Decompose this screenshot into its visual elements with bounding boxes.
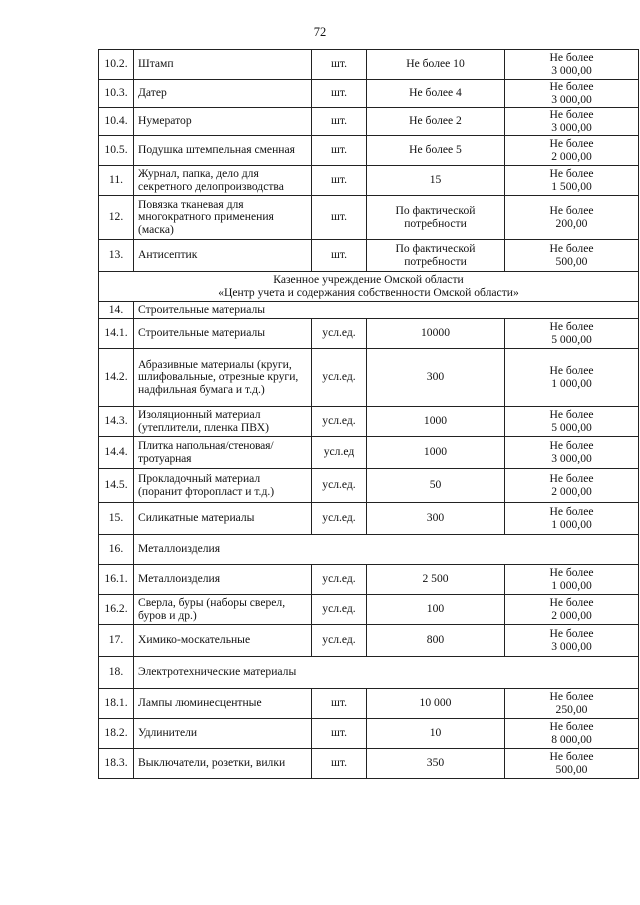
item-name: Прокладочный материал (поранит фторопласт и т.д.) (134, 469, 312, 503)
price-limit-label: Не более (549, 627, 594, 640)
item-quantity: 15 (367, 166, 505, 196)
price-value: 1 000,00 (551, 376, 592, 390)
row-number: 14.5. (99, 469, 134, 503)
item-name: Повязка тканевая для многократного применения (маска) (134, 196, 312, 240)
price-value: 500,00 (555, 762, 588, 776)
table-row (99, 719, 639, 749)
section-row (99, 302, 639, 319)
item-quantity: Не более 4 (367, 80, 505, 108)
item-unit: шт. (312, 166, 367, 196)
table-row (99, 196, 639, 240)
item-quantity: 800 (367, 625, 505, 657)
item-unit: усл.ед. (312, 503, 367, 535)
item-price (505, 719, 639, 749)
item-unit: шт. (312, 50, 367, 80)
item-unit: шт. (312, 196, 367, 240)
item-name: Штамп (134, 50, 312, 80)
item-name: Плитка напольная/стеновая/тротуарная (134, 437, 312, 469)
item-price (505, 108, 639, 136)
price-limit-label: Не более (549, 108, 594, 121)
price-limit-label: Не более (549, 408, 594, 421)
item-price (505, 469, 639, 503)
item-price (505, 196, 639, 240)
item-unit: усл.ед. (312, 349, 367, 407)
price-limit-label: Не более (549, 80, 594, 93)
item-unit: усл.ед. (312, 595, 367, 625)
price-limit-label: Не более (549, 167, 594, 180)
price-limit-label: Не более (549, 364, 594, 377)
item-name: Выключатели, розетки, вилки (134, 749, 312, 779)
row-number: 11. (99, 166, 134, 196)
item-price (505, 80, 639, 108)
item-quantity: 10 (367, 719, 505, 749)
row-number: 14.1. (99, 319, 134, 349)
item-unit: усл.ед. (312, 469, 367, 503)
price-limit-label: Не более (549, 242, 594, 255)
price-limit-label: Не более (549, 596, 594, 609)
item-unit: усл.ед (312, 437, 367, 469)
item-price (505, 689, 639, 719)
item-quantity: По фактической потребности (367, 240, 505, 272)
item-name: Строительные материалы (134, 319, 312, 349)
item-unit: усл.ед. (312, 407, 367, 437)
price-limit-label: Не более (549, 720, 594, 733)
item-quantity: 50 (367, 469, 505, 503)
price-value: 1 000,00 (551, 517, 592, 531)
item-unit: усл.ед. (312, 565, 367, 595)
row-number: 18.2. (99, 719, 134, 749)
section-row (99, 657, 639, 689)
item-price (505, 437, 639, 469)
table-row (99, 407, 639, 437)
item-name: Металлоизделия (134, 565, 312, 595)
section-title: Металлоизделия (134, 535, 639, 565)
row-number: 10.3. (99, 80, 134, 108)
price-limit-label: Не более (549, 320, 594, 333)
item-unit: шт. (312, 108, 367, 136)
item-price (505, 565, 639, 595)
row-number: 16.2. (99, 595, 134, 625)
section-title: Электротехнические материалы (134, 657, 639, 689)
row-number: 13. (99, 240, 134, 272)
price-value: 250,00 (555, 702, 588, 716)
item-name: Химико-москательные (134, 625, 312, 657)
row-number: 10.2. (99, 50, 134, 80)
price-value: 3 000,00 (551, 63, 592, 77)
table-row (99, 166, 639, 196)
item-name: Подушка штемпельная сменная (134, 136, 312, 166)
item-quantity: 300 (367, 503, 505, 535)
table-row (99, 469, 639, 503)
item-name: Датер (134, 80, 312, 108)
item-name: Нумератор (134, 108, 312, 136)
table-row (99, 565, 639, 595)
item-quantity: 2 500 (367, 565, 505, 595)
price-value: 2 000,00 (551, 608, 592, 622)
price-limit-label: Не более (549, 472, 594, 485)
row-number: 15. (99, 503, 134, 535)
table-row (99, 80, 639, 108)
item-unit: усл.ед. (312, 319, 367, 349)
row-number: 10.4. (99, 108, 134, 136)
price-value: 2 000,00 (551, 484, 592, 498)
table-row (99, 136, 639, 166)
row-number: 16.1. (99, 565, 134, 595)
item-name: Изоляционный материал (утеплители, пленка ПВХ) (134, 407, 312, 437)
item-quantity: 1000 (367, 437, 505, 469)
row-number: 18. (99, 657, 134, 689)
row-number: 16. (99, 535, 134, 565)
price-value: 200,00 (555, 216, 588, 230)
organization-header (99, 272, 639, 302)
price-value: 8 000,00 (551, 732, 592, 746)
row-number: 10.5. (99, 136, 134, 166)
row-number: 18.3. (99, 749, 134, 779)
price-value: 5 000,00 (551, 420, 592, 434)
item-price (505, 625, 639, 657)
price-value: 3 000,00 (551, 451, 592, 465)
item-price (505, 50, 639, 80)
item-quantity: Не более 10 (367, 50, 505, 80)
row-number: 14.2. (99, 349, 134, 407)
price-limit-label: Не более (549, 750, 594, 763)
item-price (505, 749, 639, 779)
price-value: 5 000,00 (551, 332, 592, 346)
item-unit: усл.ед. (312, 625, 367, 657)
item-name: Антисептик (134, 240, 312, 272)
table-row (99, 240, 639, 272)
item-quantity: Не более 5 (367, 136, 505, 166)
item-price (505, 166, 639, 196)
row-number: 17. (99, 625, 134, 657)
organization-line: Казенное учреждение Омской области (273, 273, 464, 286)
item-price (505, 136, 639, 166)
table-row (99, 50, 639, 80)
item-unit: шт. (312, 689, 367, 719)
item-price (505, 349, 639, 407)
table-row (99, 689, 639, 719)
price-limit-label: Не более (549, 566, 594, 579)
table-row (99, 749, 639, 779)
item-quantity: 100 (367, 595, 505, 625)
supplies-table (98, 49, 639, 779)
price-limit-label: Не более (549, 505, 594, 518)
item-quantity: Не более 2 (367, 108, 505, 136)
section-title: Строительные материалы (134, 302, 639, 319)
section-row (99, 535, 639, 565)
row-number: 12. (99, 196, 134, 240)
price-limit-label: Не более (549, 51, 594, 64)
item-name: Журнал, папка, дело для секретного делопроизводства (134, 166, 312, 196)
table-row (99, 595, 639, 625)
item-name: Сверла, буры (наборы сверел, буров и др.) (134, 595, 312, 625)
item-quantity: 300 (367, 349, 505, 407)
price-value: 3 000,00 (551, 639, 592, 653)
organization-line: «Центр учета и содержания собственности Омской области» (218, 285, 519, 299)
item-price (505, 407, 639, 437)
row-number: 14.4. (99, 437, 134, 469)
item-quantity: 350 (367, 749, 505, 779)
price-value: 3 000,00 (551, 92, 592, 106)
item-name: Удлинители (134, 719, 312, 749)
item-quantity: 10 000 (367, 689, 505, 719)
item-price (505, 240, 639, 272)
table-row (99, 503, 639, 535)
table-row (99, 349, 639, 407)
table-row (99, 108, 639, 136)
table-row (99, 437, 639, 469)
price-limit-label: Не более (549, 690, 594, 703)
item-name: Лампы люминесцентные (134, 689, 312, 719)
table-body (99, 50, 639, 779)
row-number: 14. (99, 302, 134, 319)
item-unit: шт. (312, 719, 367, 749)
price-value: 2 000,00 (551, 149, 592, 163)
table-row (99, 319, 639, 349)
item-price (505, 503, 639, 535)
price-value: 500,00 (555, 254, 588, 268)
price-limit-label: Не более (549, 137, 594, 150)
item-price (505, 595, 639, 625)
price-limit-label: Не более (549, 204, 594, 217)
item-price (505, 319, 639, 349)
price-value: 1 000,00 (551, 578, 592, 592)
item-unit: шт. (312, 240, 367, 272)
item-unit: шт. (312, 749, 367, 779)
item-name: Силикатные материалы (134, 503, 312, 535)
item-name: Абразивные материалы (круги, шлифовальные, отрезные круги, надфильная бумага и т.д.) (134, 349, 312, 407)
item-quantity: 1000 (367, 407, 505, 437)
price-limit-label: Не более (549, 439, 594, 452)
row-number: 14.3. (99, 407, 134, 437)
price-value: 3 000,00 (551, 120, 592, 134)
price-value: 1 500,00 (551, 179, 592, 193)
org-header-row (99, 272, 639, 302)
item-quantity: 10000 (367, 319, 505, 349)
item-unit: шт. (312, 80, 367, 108)
page-number: 72 (313, 25, 327, 39)
item-quantity: По фактической потребности (367, 196, 505, 240)
item-unit: шт. (312, 136, 367, 166)
table-row (99, 625, 639, 657)
row-number: 18.1. (99, 689, 134, 719)
